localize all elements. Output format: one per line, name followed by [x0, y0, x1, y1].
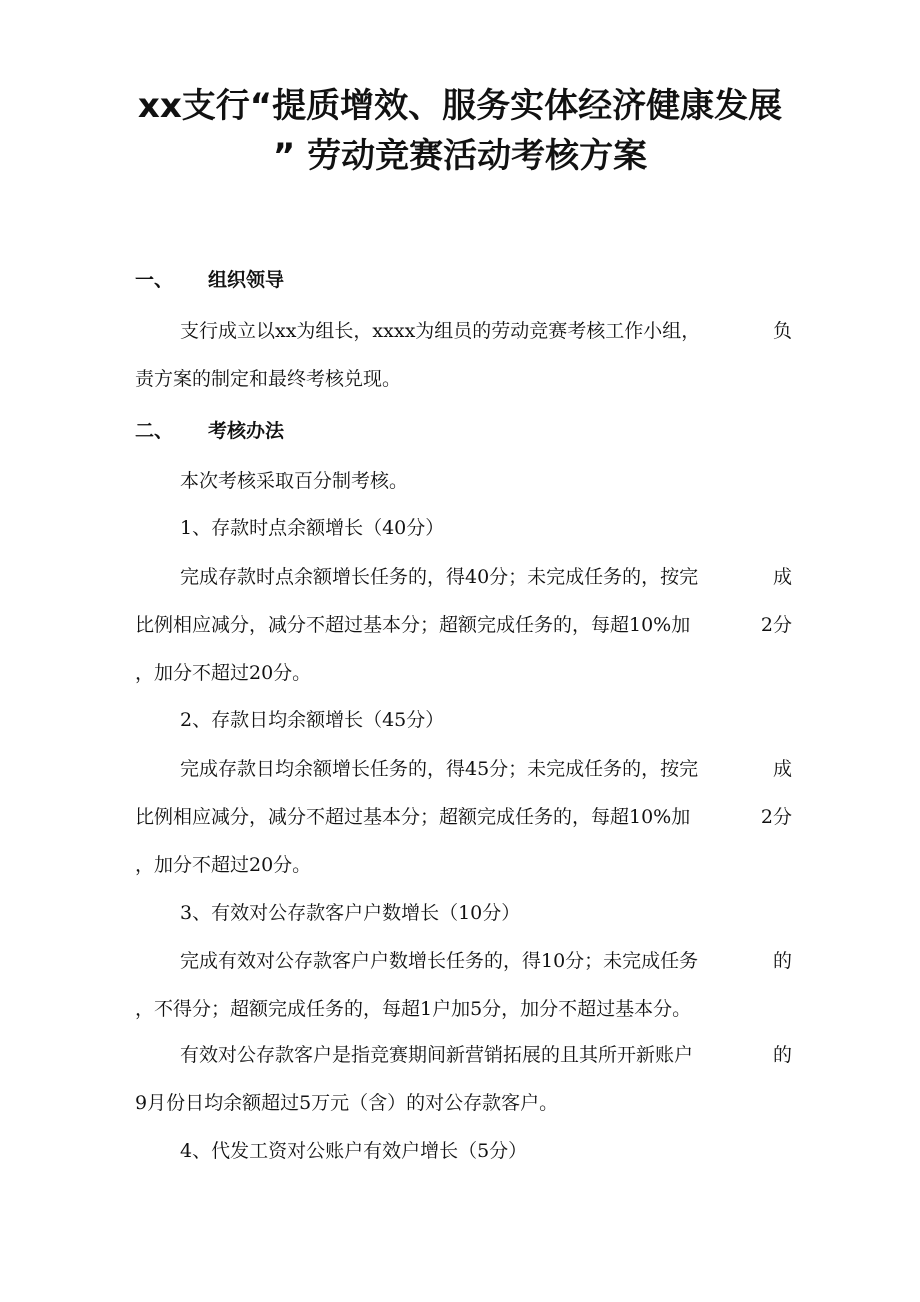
section-1-title: 组织领导 — [208, 269, 285, 291]
section-2-number: 二、 — [135, 420, 174, 442]
section-1-number: 一、 — [135, 269, 174, 291]
text-span: 的 — [772, 950, 792, 972]
text-span: 支行成立以xx为组长，xxxx为组员的劳动竞赛考核工作小组， — [180, 320, 701, 342]
item-2-line-2 — [135, 804, 792, 830]
item-3-line-2: ，不得分；超额完成任务的，每超1户加5分，加分不超过基本分。 — [135, 998, 692, 1020]
text-span: 2分 — [760, 806, 792, 828]
document-title-line-2: ” 劳动竞赛活动考核方案 — [272, 136, 648, 176]
text-span: 成 — [772, 758, 792, 780]
section-1-paragraph-line-2: 责方案的制定和最终考核兑现。 — [135, 368, 402, 390]
section-2-heading — [135, 418, 284, 444]
text-span: 完成存款时点余额增长任务的，得40分；未完成任务的，按完 — [180, 566, 699, 588]
section-2-title: 考核办法 — [208, 420, 285, 442]
text-span: 成 — [772, 566, 792, 588]
text-span: 完成存款日均余额增长任务的，得45分；未完成任务的，按完 — [180, 758, 699, 780]
section-1-heading — [135, 267, 284, 293]
item-1-line-3: ，加分不超过20分。 — [135, 662, 312, 684]
item-3-title: 3、有效对公存款客户户数增长（10分） — [180, 902, 521, 924]
item-1-line-1 — [180, 564, 792, 590]
item-3-line-1 — [180, 948, 792, 974]
text-span: 比例相应减分，减分不超过基本分；超额完成任务的，每超10%加 — [135, 806, 691, 828]
document-title-line-1: xx支行“提质增效、服务实体经济健康发展 — [137, 86, 783, 126]
text-span: 完成有效对公存款客户户数增长任务的，得10分；未完成任务 — [180, 950, 699, 972]
text-span: 负 — [772, 320, 792, 342]
item-2-line-1 — [180, 756, 792, 782]
section-1-paragraph-line-1 — [180, 318, 792, 344]
text-span: 有效对公存款客户是指竞赛期间新营销拓展的且其所开新账户 — [180, 1044, 694, 1066]
item-1-line-2 — [135, 612, 792, 638]
item-4-title: 4、代发工资对公账户有效户增长（5分） — [180, 1140, 528, 1162]
item-2-line-3: ，加分不超过20分。 — [135, 854, 312, 876]
item-2-title: 2、存款日均余额增长（45分） — [180, 709, 445, 731]
section-2-intro: 本次考核采取百分制考核。 — [180, 470, 409, 492]
text-span: 的 — [772, 1044, 792, 1066]
text-span: 比例相应减分，减分不超过基本分；超额完成任务的，每超10%加 — [135, 614, 691, 636]
item-1-title: 1、存款时点余额增长（40分） — [180, 517, 445, 539]
item-3-note-line-2: 9月份日均余额超过5万元（含）的对公存款客户。 — [135, 1092, 559, 1114]
item-3-note-line-1 — [180, 1042, 792, 1068]
text-span: 2分 — [760, 614, 792, 636]
